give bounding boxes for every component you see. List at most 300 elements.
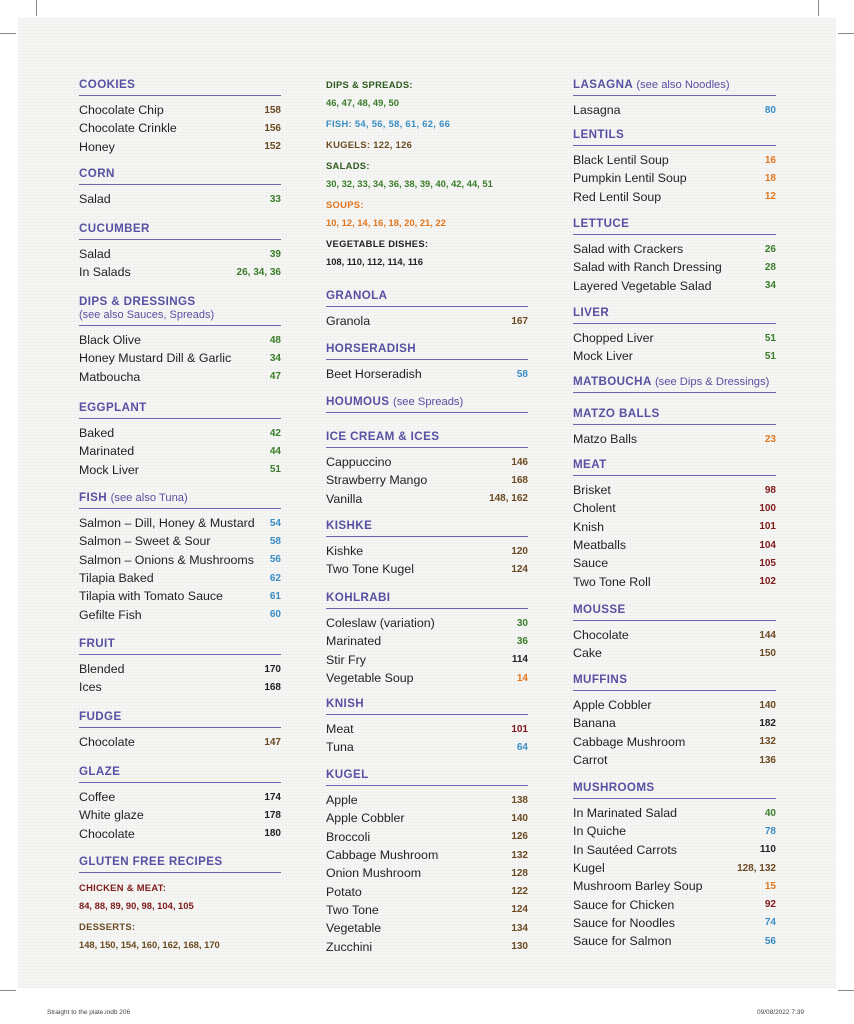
index-section	[326, 697, 528, 757]
entry-name: Zucchini	[326, 939, 373, 954]
entry-list	[573, 329, 776, 366]
index-entry	[79, 424, 281, 442]
index-entry	[326, 882, 528, 900]
page-number: 156	[264, 122, 281, 134]
page-number: 60	[269, 609, 281, 621]
index-section	[326, 430, 528, 508]
page-number: 54	[269, 517, 281, 529]
index-entry	[326, 791, 528, 809]
section-heading	[79, 855, 281, 873]
index-entry	[79, 532, 281, 550]
section-title: KISHKE	[326, 519, 373, 532]
index-entry	[326, 669, 528, 687]
section-title: FUDGE	[79, 710, 122, 723]
section-title: MUFFINS	[573, 673, 628, 686]
category-pages: 46, 47, 48, 49, 50	[326, 97, 399, 108]
entry-name: Vanilla	[326, 491, 363, 506]
page-number: 110	[759, 844, 776, 856]
entry-name: Tilapia Baked	[79, 571, 154, 586]
section-heading	[573, 673, 776, 691]
section-heading	[573, 306, 776, 324]
index-section	[573, 217, 776, 295]
page-number: 105	[759, 557, 776, 569]
entry-name: Apple Cobbler	[573, 698, 652, 713]
index-entry	[79, 788, 281, 806]
section-heading	[573, 217, 776, 235]
entry-name: Beet Horseradish	[326, 367, 422, 382]
section-title: EGGPLANT	[79, 401, 147, 414]
section-heading	[326, 697, 528, 715]
index-entry	[573, 277, 776, 295]
entry-name: Cabbage Mushroom	[326, 848, 439, 863]
index-entry	[573, 481, 776, 499]
entry-name: In Quiche	[573, 824, 627, 839]
section-title: MOUSSE	[573, 603, 626, 616]
entry-name: Salad with Ranch Dressing	[573, 260, 722, 275]
index-entry	[79, 101, 281, 119]
page-number: 134	[511, 922, 528, 934]
entry-name: Tuna	[326, 740, 354, 755]
page-number: 42	[269, 427, 281, 439]
entry-name: Mock Liver	[573, 349, 633, 364]
index-section	[573, 128, 776, 206]
index-section	[573, 673, 776, 769]
crop-mark	[838, 33, 854, 34]
section-title: GRANOLA	[326, 289, 388, 302]
section-title: GLUTEN FREE RECIPES	[79, 855, 223, 868]
index-section	[573, 306, 776, 366]
section-heading	[79, 295, 281, 326]
index-entry	[573, 733, 776, 751]
index-entry	[573, 554, 776, 572]
entry-list	[79, 190, 281, 208]
category-label: SOUPS:	[326, 199, 364, 210]
entry-name: Brisket	[573, 483, 611, 498]
category-group	[79, 881, 281, 912]
page-number: 144	[759, 629, 776, 641]
page-number: 148, 162	[489, 493, 528, 505]
entry-name: White glaze	[79, 808, 144, 823]
entry-name: Tilapia with Tomato Sauce	[79, 589, 223, 604]
category-groups	[326, 78, 528, 268]
page-number: 34	[764, 280, 776, 292]
entry-name: Lasagna	[573, 103, 621, 118]
entry-name: Apple Cobbler	[326, 811, 405, 826]
section-title: LETTUCE	[573, 217, 630, 230]
entry-name: Cappuccino	[326, 455, 392, 470]
index-entry	[79, 263, 281, 281]
index-section	[573, 407, 776, 448]
index-entry	[326, 651, 528, 669]
index-entry	[326, 901, 528, 919]
section-heading	[326, 395, 528, 413]
index-entry	[79, 733, 281, 751]
crop-mark	[818, 0, 819, 16]
page-number: 128, 132	[737, 862, 776, 874]
index-entry	[79, 368, 281, 386]
index-entry	[79, 119, 281, 137]
index-section	[326, 78, 528, 276]
index-entry	[326, 864, 528, 882]
page-number: 48	[269, 334, 281, 346]
entry-name: Marinated	[326, 634, 382, 649]
category-label: FISH:	[326, 118, 352, 129]
entry-name: Kugel	[573, 861, 605, 876]
index-entry	[326, 720, 528, 738]
category-label: DESSERTS:	[79, 921, 136, 932]
entry-name: Honey	[79, 139, 115, 154]
index-entry	[79, 138, 281, 156]
category-pages: 84, 88, 89, 90, 98, 104, 105	[79, 900, 194, 911]
entry-name: Coffee	[79, 790, 116, 805]
page-number: 168	[264, 681, 281, 693]
page-number: 124	[511, 563, 528, 575]
section-heading	[573, 375, 776, 393]
footer-timestamp: 09/08/2022 7:39	[757, 1009, 804, 1016]
index-entry	[573, 329, 776, 347]
page-number: 102	[759, 576, 776, 588]
section-heading	[326, 519, 528, 537]
page-number: 147	[264, 736, 281, 748]
index-section	[79, 78, 281, 156]
page-number: 30	[516, 617, 528, 629]
section-title: MATZO BALLS	[573, 407, 660, 420]
index-section	[79, 491, 281, 624]
page-number: 98	[764, 484, 776, 496]
section-title: DIPS & DRESSINGS	[79, 295, 196, 308]
index-entry	[326, 738, 528, 756]
page-number: 16	[764, 154, 776, 166]
page-number: 120	[511, 545, 528, 557]
page-number: 182	[759, 717, 776, 729]
index-entry	[573, 841, 776, 859]
page-number: 80	[764, 104, 776, 116]
page-number: 39	[269, 248, 281, 260]
page-number: 122	[511, 886, 528, 898]
index-entry	[326, 542, 528, 560]
index-section	[326, 768, 528, 956]
entry-name: Gefilte Fish	[79, 607, 142, 622]
page-number: 12	[764, 191, 776, 203]
see-also-note: (see also Sauces, Spreads)	[79, 309, 215, 321]
index-section	[79, 295, 281, 386]
page-number: 26, 34, 36	[236, 266, 281, 278]
index-entry	[573, 101, 776, 119]
index-entry	[326, 846, 528, 864]
page-number: 100	[759, 502, 776, 514]
section-heading	[79, 401, 281, 419]
section-heading	[326, 430, 528, 448]
page-number: 18	[764, 172, 776, 184]
section-heading	[79, 765, 281, 783]
entry-list	[79, 424, 281, 479]
index-section	[573, 458, 776, 591]
entry-name: Sauce for Salmon	[573, 934, 672, 949]
index-entry	[79, 551, 281, 569]
page-number: 78	[764, 825, 776, 837]
entry-name: Chocolate Chip	[79, 103, 164, 118]
entry-name: Chocolate	[79, 735, 135, 750]
entry-name: Carrot	[573, 753, 608, 768]
see-also-note: (see also Tuna)	[110, 492, 188, 504]
index-entry	[79, 605, 281, 623]
page-number: 34	[269, 352, 281, 364]
entry-name: Knish	[573, 519, 604, 534]
category-line	[326, 117, 528, 130]
entry-name: Mock Liver	[79, 462, 139, 477]
page-number: 180	[264, 828, 281, 840]
index-section	[326, 591, 528, 687]
section-heading	[573, 781, 776, 799]
entry-name: Layered Vegetable Salad	[573, 278, 712, 293]
page-number: 74	[764, 917, 776, 929]
page-number: 167	[511, 315, 528, 327]
index-entry	[573, 895, 776, 913]
page-number: 51	[764, 332, 776, 344]
index-entry	[573, 859, 776, 877]
page-number: 168	[511, 474, 528, 486]
index-entry	[79, 825, 281, 843]
category-label: KUGELS:	[326, 139, 371, 150]
page-number: 132	[759, 736, 776, 748]
see-also-note: (see also Noodles)	[636, 79, 730, 91]
index-entry	[573, 347, 776, 365]
index-section	[573, 78, 776, 119]
index-section	[573, 375, 776, 393]
index-entry	[326, 560, 528, 578]
entry-name: Strawberry Mango	[326, 473, 428, 488]
page-number: 124	[511, 904, 528, 916]
page-number: 174	[264, 791, 281, 803]
entry-list	[573, 101, 776, 119]
index-entry	[326, 828, 528, 846]
section-title: ICE CREAM & ICES	[326, 430, 440, 443]
entry-list	[79, 788, 281, 843]
index-section	[326, 289, 528, 330]
section-heading	[326, 768, 528, 786]
category-pages: 10, 12, 14, 16, 18, 20, 21, 22	[326, 217, 446, 228]
page-number: 101	[759, 521, 776, 533]
entry-name: Honey Mustard Dill & Garlic	[79, 351, 232, 366]
section-heading	[326, 342, 528, 360]
entry-name: Baked	[79, 426, 115, 441]
entry-list	[326, 791, 528, 956]
page-number: 130	[511, 941, 528, 953]
index-entry	[573, 644, 776, 662]
page-number: 146	[511, 456, 528, 468]
entry-list	[326, 365, 528, 383]
index-entry	[79, 245, 281, 263]
section-heading	[326, 591, 528, 609]
index-entry	[573, 822, 776, 840]
index-entry	[79, 660, 281, 678]
category-label: VEGETABLE DISHES:	[326, 238, 429, 249]
category-label: CHICKEN & MEAT:	[79, 882, 167, 893]
index-section	[79, 222, 281, 282]
category-group	[326, 117, 528, 130]
index-entry	[326, 919, 528, 937]
index-entry	[326, 365, 528, 383]
entry-name: Cabbage Mushroom	[573, 734, 686, 749]
entry-list	[326, 614, 528, 687]
section-title: COOKIES	[79, 78, 136, 91]
index-entry	[573, 151, 776, 169]
index-entry	[573, 188, 776, 206]
category-group	[326, 198, 528, 229]
index-entry	[79, 461, 281, 479]
entry-list	[573, 626, 776, 663]
page-number: 64	[516, 741, 528, 753]
entry-list	[573, 240, 776, 295]
category-pages: 148, 150, 154, 160, 162, 168, 170	[79, 939, 220, 950]
page-number: 61	[269, 590, 281, 602]
index-entry	[79, 678, 281, 696]
section-heading	[79, 78, 281, 96]
category-line	[326, 138, 528, 151]
page-number: 140	[511, 812, 528, 824]
entry-name: Chocolate Crinkle	[79, 121, 177, 136]
index-entry	[573, 169, 776, 187]
page-number: 44	[269, 445, 281, 457]
page-number: 101	[511, 723, 528, 735]
index-entry	[573, 877, 776, 895]
section-heading	[573, 458, 776, 476]
index-entry	[573, 804, 776, 822]
section-heading	[573, 128, 776, 146]
page-number: 152	[264, 141, 281, 153]
section-title: FRUIT	[79, 637, 116, 650]
entry-list	[79, 245, 281, 282]
entry-list	[573, 696, 776, 769]
section-title: MUSHROOMS	[573, 781, 655, 794]
category-groups	[79, 881, 281, 951]
category-group	[326, 237, 528, 268]
entry-name: Broccoli	[326, 829, 371, 844]
index-entry	[573, 258, 776, 276]
entry-list	[326, 312, 528, 330]
index-entry	[326, 937, 528, 955]
page-number: 178	[264, 809, 281, 821]
entry-name: Sauce for Noodles	[573, 915, 675, 930]
section-title: KNISH	[326, 697, 365, 710]
index-entry	[326, 632, 528, 650]
entry-name: Coleslaw (variation)	[326, 616, 435, 631]
entry-name: In Marinated Salad	[573, 806, 678, 821]
category-group	[326, 78, 528, 109]
see-also-note: (see Spreads)	[392, 396, 464, 408]
category-label: DIPS & SPREADS:	[326, 79, 413, 90]
index-entry	[573, 572, 776, 590]
section-title: CORN	[79, 167, 115, 180]
entry-list	[573, 481, 776, 591]
page-number: 104	[759, 539, 776, 551]
page-number: 150	[759, 647, 776, 659]
section-title: LENTILS	[573, 128, 625, 141]
page-number: 51	[764, 350, 776, 362]
entry-name: Vegetable Soup	[326, 671, 414, 686]
section-title: GLAZE	[79, 765, 121, 778]
page-number: 28	[764, 261, 776, 273]
entry-name: Matboucha	[79, 369, 141, 384]
page-number: 132	[511, 849, 528, 861]
index-entry	[79, 514, 281, 532]
index-entry	[326, 809, 528, 827]
entry-name: Pumpkin Lentil Soup	[573, 171, 687, 186]
entry-name: Two Tone Roll	[573, 574, 651, 589]
section-title: LIVER	[573, 306, 610, 319]
index-entry	[79, 569, 281, 587]
entry-name: Black Lentil Soup	[573, 153, 669, 168]
index-section	[79, 167, 281, 208]
page-number: 56	[764, 935, 776, 947]
index-section	[326, 395, 528, 413]
section-heading	[573, 78, 776, 96]
page-number: 170	[264, 663, 281, 675]
index-entry	[573, 696, 776, 714]
category-pages: 54, 56, 58, 61, 62, 66	[354, 118, 451, 129]
page-number: 56	[269, 554, 281, 566]
index-entry	[79, 349, 281, 367]
index-section	[326, 342, 528, 383]
section-title: HOUMOUS	[326, 395, 390, 408]
entry-name: Salad	[79, 247, 111, 262]
entry-name: Salad	[79, 192, 111, 207]
page-number: 26	[764, 243, 776, 255]
page-number: 140	[759, 699, 776, 711]
page-number: 114	[511, 654, 528, 666]
crop-mark	[36, 0, 37, 16]
entry-name: Mushroom Barley Soup	[573, 879, 703, 894]
entry-list	[326, 453, 528, 508]
index-entry	[573, 932, 776, 950]
entry-name: Sauce for Chicken	[573, 897, 675, 912]
entry-list	[79, 101, 281, 156]
entry-name: Chocolate	[79, 826, 135, 841]
entry-list	[326, 720, 528, 757]
index-entry	[79, 806, 281, 824]
index-entry	[573, 518, 776, 536]
entry-name: Meat	[326, 722, 354, 737]
entry-name: Blended	[79, 662, 125, 677]
page-number: 47	[269, 371, 281, 383]
section-heading	[573, 603, 776, 621]
index-section	[573, 781, 776, 950]
section-title: CUCUMBER	[79, 222, 150, 235]
index-entry	[573, 499, 776, 517]
crop-mark	[838, 990, 854, 991]
section-heading	[79, 491, 281, 509]
category-group	[79, 920, 281, 951]
section-heading	[79, 637, 281, 655]
entry-list	[573, 804, 776, 950]
entry-name: Onion Mushroom	[326, 866, 422, 881]
entry-list	[79, 331, 281, 386]
index-entry	[326, 453, 528, 471]
see-also-note: (see Dips & Dressings)	[654, 376, 770, 388]
entry-name: Cholent	[573, 501, 616, 516]
page-number: 36	[516, 635, 528, 647]
section-heading	[79, 222, 281, 240]
entry-name: Sauce	[573, 556, 609, 571]
entry-list	[573, 151, 776, 206]
entry-name: Chocolate	[573, 628, 629, 643]
section-heading	[326, 289, 528, 307]
index-section	[573, 603, 776, 663]
page-number: 138	[511, 794, 528, 806]
entry-name: Marinated	[79, 444, 135, 459]
entry-name: Cake	[573, 646, 602, 661]
index-entry	[573, 240, 776, 258]
